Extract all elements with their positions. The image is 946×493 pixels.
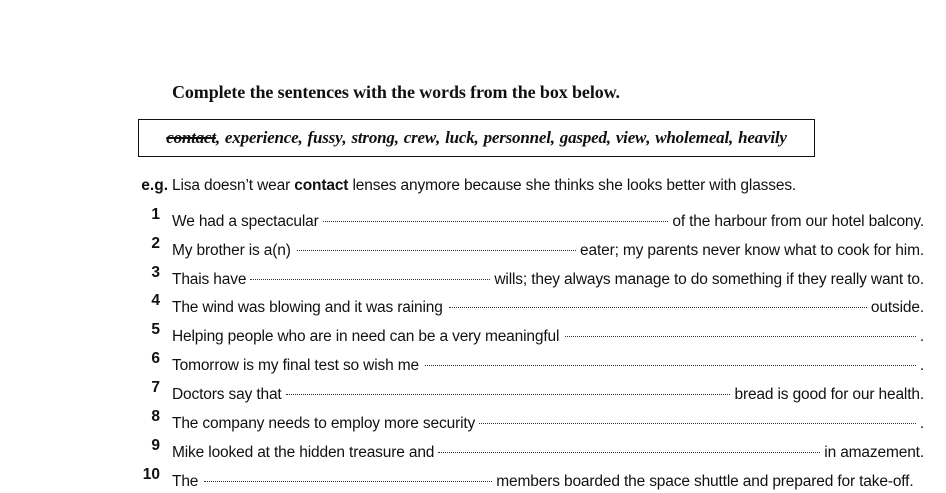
word-box-word: crew — [403, 128, 437, 147]
answer-blank-5[interactable] — [565, 319, 916, 341]
word-box-word: strong — [351, 128, 395, 147]
word-box-word: view — [615, 128, 647, 147]
sentence-number: 9 — [151, 437, 160, 454]
answer-blank-2[interactable] — [297, 233, 576, 255]
sentence-text — [172, 348, 924, 377]
sentence-text — [172, 435, 924, 464]
sentence-text — [172, 262, 924, 291]
sentence-before: Tomorrow is my final test so wish me — [172, 357, 419, 374]
sentence-row-1 — [0, 204, 946, 230]
sentence-number: 5 — [151, 321, 160, 338]
word-box-word: personnel — [483, 128, 551, 147]
sentence-row-9 — [0, 435, 946, 461]
sentence-row-4 — [0, 290, 946, 316]
answer-blank-1[interactable] — [323, 204, 669, 226]
answer-blank-9[interactable] — [438, 435, 820, 457]
sentence-row-2 — [0, 233, 946, 259]
sentence-number: 4 — [151, 292, 160, 309]
sentence-number: 2 — [151, 235, 160, 252]
sentence-after: bread is good for our health. — [734, 386, 924, 403]
answer-blank-7[interactable] — [286, 377, 731, 399]
sentence-after: wills; they always manage to do something if they really want to. — [494, 271, 924, 288]
sentence-before: Mike looked at the hidden treasure and — [172, 444, 435, 461]
sentence-number: 1 — [151, 206, 160, 223]
sentence-before: My brother is a(n) — [172, 242, 291, 259]
answer-blank-3[interactable] — [250, 262, 490, 284]
word-box: contact , experience , fussy , strong , crew , luck , personnel , gasped , view , wholemeal , heavily — [138, 119, 815, 157]
sentence-number: 10 — [142, 466, 160, 483]
sentence-row-8 — [0, 406, 946, 432]
sentence-row-6 — [0, 348, 946, 374]
sentence-before: The company needs to employ more security — [172, 415, 476, 432]
example-row — [0, 175, 946, 197]
sentence-number: 7 — [151, 379, 160, 396]
sentence-text — [172, 377, 924, 406]
sentence-after: . — [919, 415, 924, 432]
sentence-text — [172, 464, 924, 493]
sentence-after: in amazement. — [824, 444, 924, 461]
word-box-word: heavily — [738, 128, 787, 147]
sentence-after: . — [919, 357, 924, 374]
example-label: e.g. — [141, 177, 168, 194]
sentence-number: 6 — [151, 350, 160, 367]
sentence-text — [172, 290, 924, 319]
answer-blank-10[interactable] — [204, 464, 492, 486]
example-after: lenses anymore because she thinks she looks better with glasses. — [352, 177, 797, 194]
sentence-before: Helping people who are in need can be a very meaningful — [172, 328, 560, 345]
sentence-before: Doctors say that — [172, 386, 282, 403]
sentence-row-3 — [0, 262, 946, 288]
sentence-text — [172, 233, 924, 262]
instruction-heading: Complete the sentences with the words from the box below. — [172, 82, 620, 102]
sentence-row-10 — [0, 464, 946, 490]
example-sentence — [172, 175, 796, 197]
sentence-before: Thais have — [172, 271, 247, 288]
sentence-row-5 — [0, 319, 946, 345]
sentence-number: 8 — [151, 408, 160, 425]
sentence-after: of the harbour from our hotel balcony. — [672, 213, 924, 230]
sentence-after: eater; my parents never know what to cook for him. — [580, 242, 924, 259]
sentence-before: The — [172, 473, 199, 490]
sentence-text — [172, 319, 924, 348]
sentence-row-7 — [0, 377, 946, 403]
sentence-text — [172, 204, 924, 233]
sentence-number: 3 — [151, 264, 160, 281]
word-box-word: gasped — [559, 128, 607, 147]
answer-blank-4[interactable] — [449, 290, 867, 312]
sentence-before: The wind was blowing and it was raining — [172, 299, 443, 316]
sentence-after: members boarded the space shuttle and prepared for take-off. — [496, 473, 914, 490]
example-answer: contact — [294, 177, 349, 194]
sentence-before: We had a spectacular — [172, 213, 319, 230]
sentence-after: outside. — [870, 299, 924, 316]
word-box-word: experience — [224, 128, 299, 147]
example-before: Lisa doesn’t wear — [172, 177, 291, 194]
word-box-word: wholemeal — [655, 128, 730, 147]
word-box-word: luck — [445, 128, 475, 147]
answer-blank-8[interactable] — [479, 406, 916, 428]
answer-blank-6[interactable] — [425, 348, 916, 370]
sentence-after: . — [919, 328, 924, 345]
sentence-text — [172, 406, 924, 435]
word-box-word: fussy — [307, 128, 343, 147]
word-box-struck-word: contact — [166, 128, 216, 147]
